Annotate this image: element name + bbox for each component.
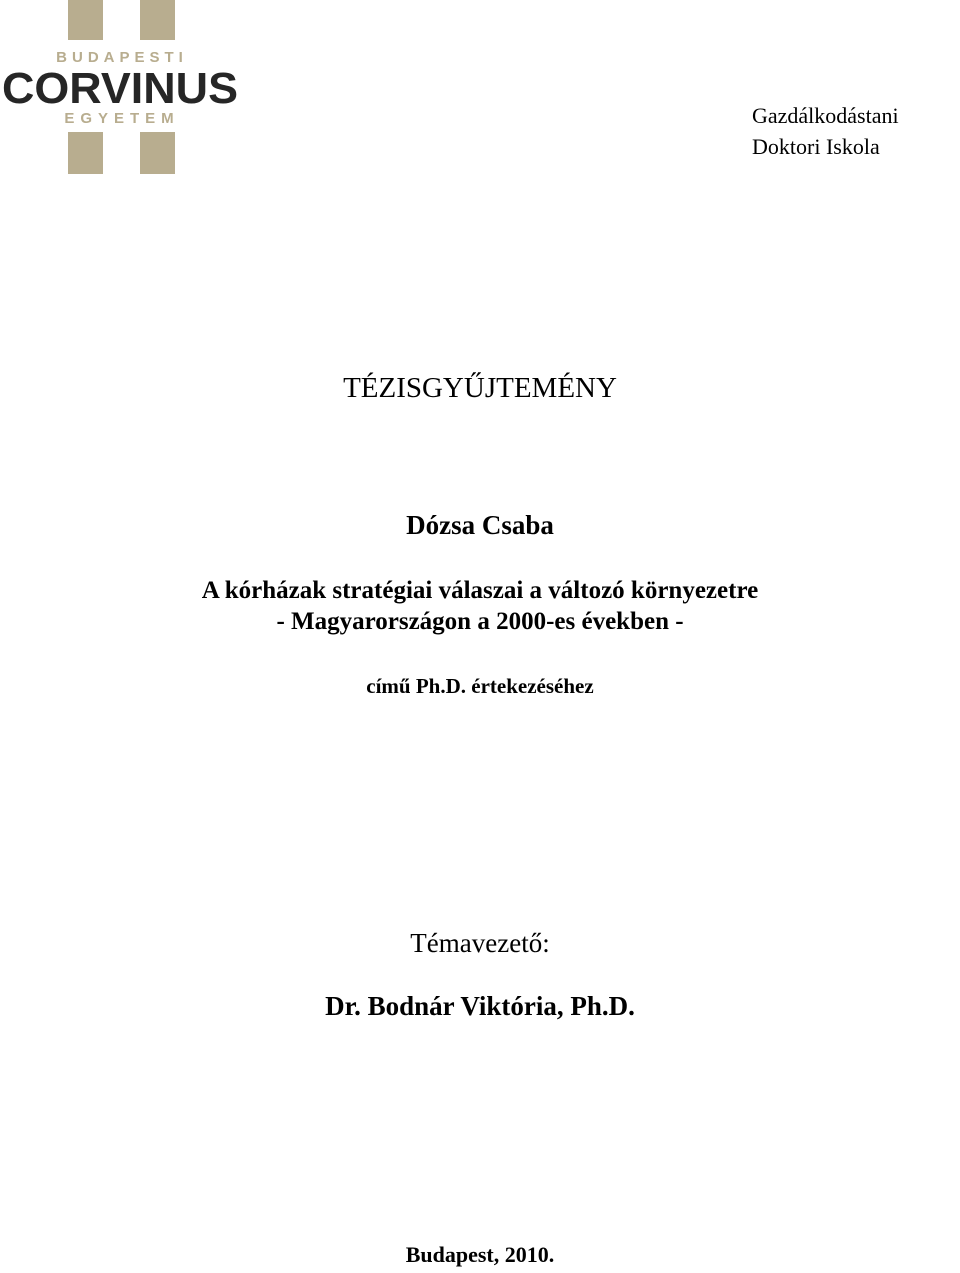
supervisor-name: Dr. Bodnár Viktória, Ph.D. [325,991,635,1021]
logo-cross-top-left [68,0,103,40]
logo-text-bottom: EGYETEM [64,110,180,127]
thesis-title: A kórházak stratégiai válaszai a változó környezetre [201,577,759,604]
document-title: TÉZISGYŰJTEMÉNY [343,372,617,404]
logo-text-main: CORVINUS [2,64,238,113]
school-line-2: Doktori Iskola [752,134,880,159]
thesis-note: című Ph.D. értekezéséhez [366,674,594,698]
place-date: Budapest, 2010. [405,1242,555,1267]
author-name: Dózsa Csaba [406,510,554,540]
supervisor-label: Témavezető: [410,928,550,958]
university-logo [0,0,245,176]
logo-text-top: BUDAPESTI [56,49,188,66]
logo-cross-bottom-right [140,132,175,174]
school-line-1: Gazdálkodástani [752,103,899,128]
doctoral-school [752,100,899,162]
logo-cross-bottom-left [68,132,103,174]
logo-cross-top-right [140,0,175,40]
thesis-subtitle: - Magyarországon a 2000-es években - [276,608,684,635]
